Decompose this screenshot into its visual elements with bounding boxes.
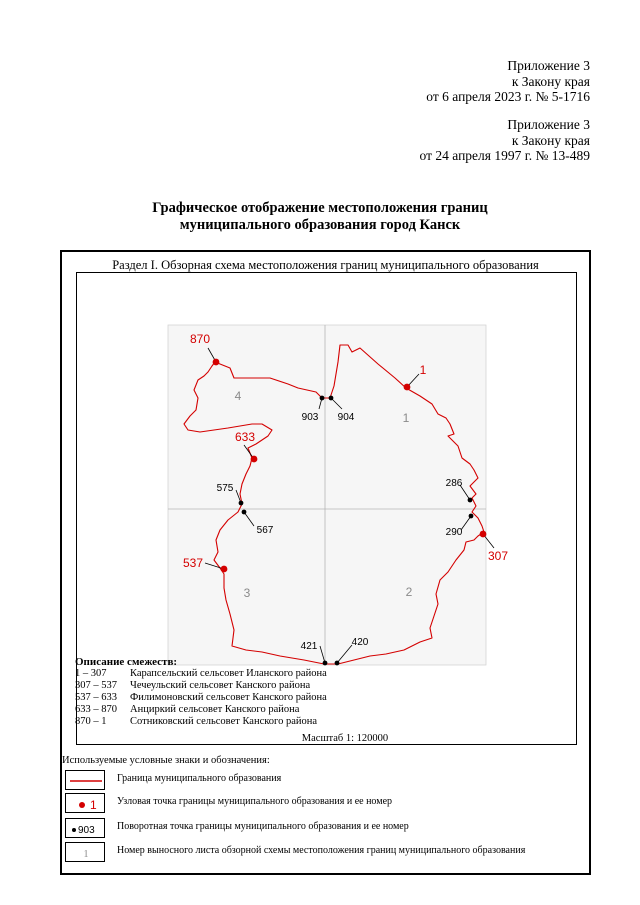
turning-label-567: 567 [256,525,274,536]
turning-label-903: 903 [301,412,319,423]
document-title-line-2: муниципального образования город Канск [179,217,461,233]
turning-point-290 [469,514,474,519]
turning-label-904: 904 [337,412,355,423]
adjacency-title: Описание смежеств: [75,656,178,668]
map-grid-area [168,325,486,665]
turning-point-575 [239,501,244,506]
document-title-line-1: Графическое отображение местоположения границ [152,200,488,216]
turning-label-421: 421 [300,641,318,652]
legend-sample: 903 [78,825,95,836]
sheet-number-icon [65,842,105,862]
boundary-line-icon [65,770,105,790]
adjacency-row: 1 – 307 Карапсельский сельсовет Иланского района [75,668,327,679]
nodal-point-633 [251,456,258,463]
legend-text: Номер выносного листа обзорной схемы местоположения границ муниципального образования [117,845,526,856]
sheet-number-4: 4 [234,389,242,403]
appendix-law-line: к Закону края [511,132,590,148]
legend-title: Используемые условные знаки и обозначения: [62,755,270,766]
appendix-line: Приложение 3 [507,117,590,132]
sheet-number-3: 3 [243,586,251,600]
nodal-point-1 [404,384,411,391]
turning-label-290: 290 [445,527,463,538]
adjacency-row: 307 – 537 Чечеульский сельсовет Канского района [75,680,311,691]
adjacency-row: 633 – 870 Анциркий сельсовет Канского района [75,704,300,715]
nodal-label-537: 537 [182,556,204,570]
legend-text: Граница муниципального образования [117,773,282,784]
turning-point-903 [320,396,325,401]
nodal-label-1: 1 [419,363,427,377]
legend-text: Поворотная точка границы муниципального образования и ее номер [117,821,409,832]
appendix-date-line: от 6 апреля 2023 г. № 5-1716 [426,89,590,104]
nodal-label-307: 307 [487,549,509,563]
legend-sample: 1 [90,798,97,812]
appendix-law-line: к Закону края [511,73,590,89]
nodal-point-870 [213,359,220,366]
section-title: Раздел I. Обзорная схема местоположения границ муниципального образования [112,258,539,272]
turning-point-567 [242,510,247,515]
turning-label-286: 286 [445,478,463,489]
nodal-label-870: 870 [189,332,211,346]
adjacency-description [75,656,327,728]
legend-sample: 1 [83,849,89,860]
turning-label-575: 575 [216,483,234,494]
nodal-point-307 [480,531,487,538]
appendix-date-line: от 24 апреля 1997 г. № 13-489 [419,148,590,163]
turning-label-420: 420 [351,637,369,648]
sheet-number-1: 1 [402,411,410,425]
turning-point-286 [468,498,473,503]
adjacency-row: 870 – 1 Сотниковский сельсовет Канского района [75,716,318,727]
turning-point-904 [329,396,334,401]
nodal-point-icon [65,793,105,813]
map-scale: Масштаб 1: 120000 [301,733,389,744]
nodal-point-537 [221,566,228,573]
legend-text: Узловая точка границы муниципального образования и ее номер [117,796,393,807]
sheet-number-2: 2 [405,585,413,599]
nodal-label-633: 633 [234,430,256,444]
turning-point-icon [65,818,105,838]
appendix-line: Приложение 3 [507,58,590,73]
adjacency-row: 537 – 633 Филимоновский сельсовет Канского района [75,692,327,703]
turning-point-420 [335,661,340,666]
